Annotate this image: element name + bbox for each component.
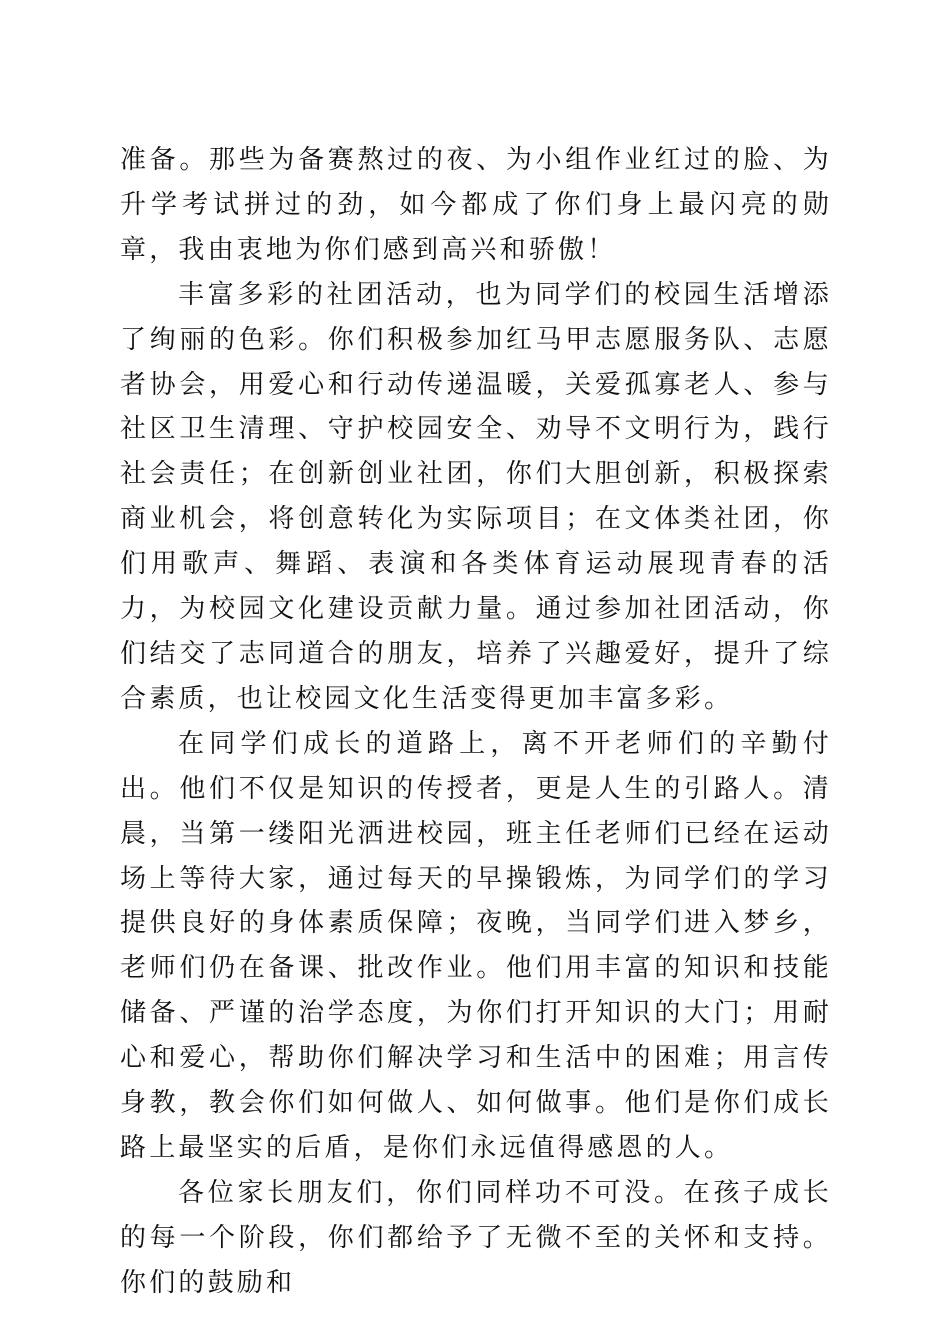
paragraph-3: 在同学们成长的道路上，离不开老师们的辛勤付出。他们不仅是知识的传授者，更是人生的引路人。清晨，当第一缕阳光洒进校园，班主任老师们已经在运动场上等待大家，通过每天的早操锻炼，为同学们的学习提供良好的身体素质保障；夜晚，当同学们进入梦乡，老师们仍在备课、批改作业。他们用丰富的知识和技能储备、严谨的治学态度，为你们打开知识的大门；用耐心和爱心，帮助你们解决学习和生活中的困难；用言传身教，教会你们如何做人、如何做事。他们是你们成长路上最坚实的后盾，是你们永远值得感恩的人。	[120, 728, 832, 1163]
paragraph-2: 丰富多彩的社团活动，也为同学们的校园生活增添了绚丽的色彩。你们积极参加红马甲志愿服务队、志愿者协会，用爱心和行动传递温暖，关爱孤寡老人、参与社区卫生清理、守护校园安全、劝导不文明行为，践行社会责任；在创新创业社团，你们大胆创新，积极探索商业机会，将创意转化为实际项目；在文体类社团，你们用歌声、舞蹈、表演和各类体育运动展现青春的活力，为校园文化建设贡献力量。通过参加社团活动，你们结交了志同道合的朋友，培养了兴趣爱好，提升了综合素质，也让校园文化生活变得更加丰富多彩。	[120, 279, 832, 714]
paragraph-4: 各位家长朋友们，你们同样功不可没。在孩子成长的每一个阶段，你们都给予了无微不至的关怀和支持。你们的鼓励和	[120, 1177, 832, 1298]
document-body	[120, 138, 832, 1306]
paragraph-1: 准备。那些为备赛熬过的夜、为小组作业红过的脸、为升学考试拼过的劲，如今都成了你们身上最闪亮的勋章，我由衷地为你们感到高兴和骄傲！	[120, 145, 832, 265]
